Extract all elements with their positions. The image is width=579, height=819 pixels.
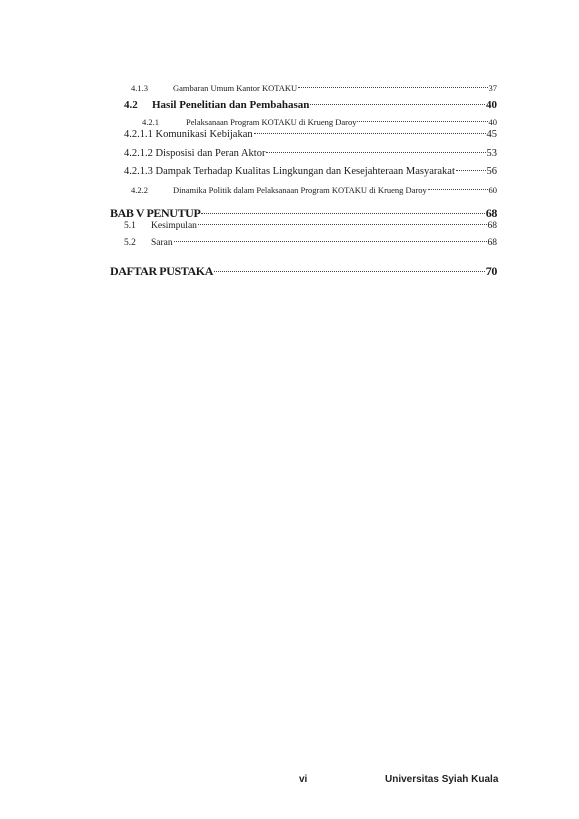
toc-leader-dots (456, 170, 486, 171)
toc-entry-number: 4.1.3 (131, 83, 148, 93)
toc-leader-dots (298, 87, 487, 88)
toc-entry-page: 68 (485, 206, 497, 220)
toc-entry-title: Dinamika Politik dalam Pelaksanaan Program KOTAKU di Krueng Daroy (173, 185, 427, 195)
toc-entry-4-2-2[interactable] (131, 185, 497, 195)
toc-entry-daftar-pustaka[interactable] (110, 264, 497, 279)
toc-leader-dots (214, 271, 485, 272)
toc-leader-dots (310, 104, 485, 105)
toc-entry-page: 70 (485, 264, 497, 278)
toc-entry-title: DAFTAR PUSTAKA (110, 264, 213, 278)
toc-entry-page: 68 (487, 238, 497, 248)
toc-leader-dots (357, 121, 487, 122)
toc-entry-title: 4.2.1.2 Disposisi dan Peran Aktor (124, 148, 266, 159)
toc-leader-dots (266, 152, 485, 153)
toc-entry-title: BAB V PENUTUP (110, 206, 201, 220)
toc-entry-4-2-1-3[interactable] (124, 166, 497, 177)
toc-entry-number: 4.2 (124, 99, 138, 111)
toc-leader-dots (201, 213, 484, 214)
toc-entry-number: 5.2 (124, 238, 136, 248)
toc-leader-dots (428, 189, 488, 190)
footer-page-number: vi (299, 774, 308, 785)
toc-entry-bab-5[interactable] (110, 206, 497, 221)
toc-entry-page: 68 (487, 221, 497, 231)
toc-entry-title: Gambaran Umum Kantor KOTAKU (173, 83, 298, 93)
toc-entry-title: Kesimpulan (151, 221, 197, 231)
toc-leader-dots (254, 133, 486, 134)
toc-entry-number: 4.2.2 (131, 185, 148, 195)
toc-entry-page: 45 (486, 129, 497, 140)
toc-entry-title: Saran (151, 238, 173, 248)
toc-entry-4-2-1-1[interactable] (124, 129, 497, 140)
toc-entry-title: 4.2.1.3 Dampak Terhadap Kualitas Lingkungan dan Kesejahteraan Masyarakat (124, 166, 455, 177)
toc-leader-dots (174, 241, 487, 242)
toc-entry-number: 4.2.1 (142, 117, 159, 127)
toc-leader-dots (198, 224, 487, 225)
footer-institution: Universitas Syiah Kuala (385, 774, 499, 785)
toc-entry-5-2[interactable] (124, 238, 497, 248)
toc-entry-page: 40 (488, 117, 497, 127)
toc-entry-5-1[interactable] (124, 221, 497, 231)
toc-entry-title: 4.2.1.1 Komunikasi Kebijakan (124, 129, 253, 140)
toc-entry-4-2[interactable] (124, 99, 497, 111)
toc-entry-title: Pelaksanaan Program KOTAKU di Krueng Daroy (186, 117, 357, 127)
toc-entry-page: 60 (488, 185, 497, 195)
toc-entry-4-2-1-2[interactable] (124, 148, 497, 159)
toc-entry-number: 5.1 (124, 221, 136, 231)
toc-entry-title: Hasil Penelitian dan Pembahasan (152, 99, 310, 111)
toc-entry-page: 53 (486, 148, 497, 159)
toc-entry-page: 40 (486, 99, 497, 111)
toc-entry-4-2-1[interactable] (142, 117, 497, 127)
toc-entry-page: 56 (486, 166, 497, 177)
toc-entry-page: 37 (488, 83, 497, 93)
toc-entry-4-1-3[interactable] (131, 83, 497, 93)
